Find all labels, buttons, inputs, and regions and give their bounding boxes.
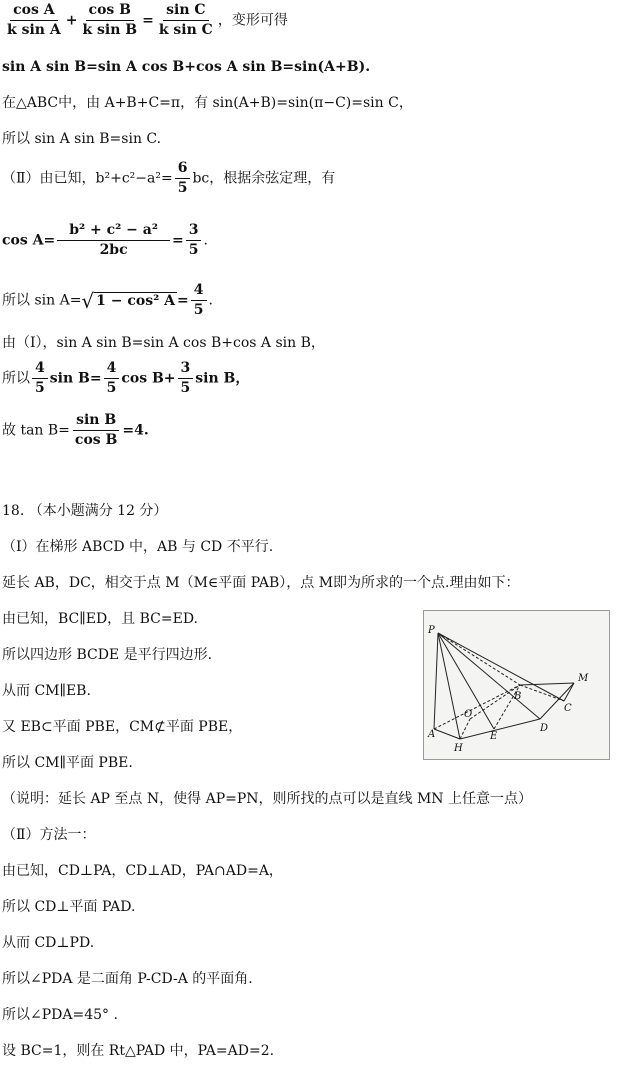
text-line-5: （Ⅱ）由已知，b²+c²−a²= $\frac{6}{5}$ bc，根据余弦定理，有 — [2, 160, 336, 196]
label-D: D — [540, 723, 549, 734]
text-line: 由已知，CD⊥PA，CD⊥AD，PA∩AD=A， — [2, 863, 283, 879]
label-P: P — [428, 625, 435, 636]
eq-line-2: sin A sin B=sin A cos B+cos A sin B=sin(A+B). — [2, 59, 371, 75]
text-line: 所以四边形 BCDE 是平行四边形. — [2, 647, 213, 663]
eq-line-1: $\frac{\text{cos A}}{\text{k sin A}}$ + $\frac{\text{cos B}}{\text{k sin B}}$ = $\frac{\text{sin C}}{\text{k sin C}}$ ，变形可得 — [2, 2, 288, 39]
fraction: $\frac{6}{5}$ — [175, 160, 191, 197]
fraction: $\frac{\text{sin B}}{\text{cos B}}$ — [74, 412, 118, 448]
text-line: 所以 CD⊥平面 PAD. — [2, 899, 136, 915]
eq-line-9: 所以 $\frac{4}{5}$ sin B= $\frac{4}{5}$ cos B+ $\frac{3}{5}$ sin B， — [2, 360, 250, 396]
text-line: 由已知，BC∥ED，且 BC=ED. — [2, 611, 199, 627]
geometry-figure — [423, 610, 610, 760]
text-line: 延长 AB，DC，相交于点 M（M∈平面 PAB），点 M即为所求的一个点.理由如下： — [2, 575, 520, 591]
label-A: A — [428, 729, 436, 740]
text-line-8: 由（Ⅰ），sin A sin B=sin A cos B+cos A sin B， — [2, 335, 325, 351]
text-line-4: 所以 sin A sin B=sin C. — [2, 131, 162, 147]
eq-line-6: cos A= $\frac{\text{b² + c² − a²}}{2bc}$ = $\frac{3}{5}$ . — [2, 222, 208, 258]
pyramid-diagram — [424, 611, 609, 759]
text-line: （说明：延长 AP 至点 N，使得 AP=PN，则所找的点可以是直线 MN 上任意一点） — [2, 791, 532, 807]
label-H: H — [454, 743, 463, 754]
label-B: B — [514, 691, 522, 702]
text-line: （Ⅰ）在梯形 ABCD 中，AB 与 CD 不平行. — [2, 539, 274, 555]
text-line: 从而 CM∥EB. — [2, 683, 91, 699]
text-line: 设 BC=1，则在 Rt△PAD 中，PA=AD=2. — [2, 1043, 275, 1059]
text-line-3: 在△ABC中，由 A+B+C=π，有 sin(A+B)=sin(π−C)=sin C， — [2, 95, 413, 111]
text-line: 所以∠PDA=45° . — [2, 1007, 118, 1023]
fraction: $\frac{\text{sin C}}{\text{k sin C}}$ — [158, 2, 213, 38]
text-line: 所以 CM∥平面 PBE. — [2, 755, 133, 771]
label-O: O — [464, 709, 473, 720]
eq-line-7: 所以 sin A=√ 1 − cos² A = $\frac{4}{5}$ . — [2, 282, 213, 318]
fraction: $\frac{4}{5}$ — [104, 360, 120, 397]
question-18-heading: 18. （本小题满分 12 分） — [2, 503, 168, 519]
text-line: 所以∠PDA 是二面角 P-CD-A 的平面角. — [2, 971, 253, 987]
fraction: $\frac{\text{b² + c² − a²}}{2bc}$ — [57, 222, 170, 259]
eq-line-10: 故 tan B= $\frac{\text{sin B}}{\text{cos B}}$ =4. — [2, 412, 149, 448]
text-line: （Ⅱ）方法一： — [2, 827, 96, 843]
text-line: 从而 CD⊥PD. — [2, 935, 95, 951]
label-M: M — [578, 673, 589, 684]
sqrt: √ 1 − cos² A — [81, 288, 176, 313]
label-C: C — [564, 703, 572, 714]
fraction: $\frac{\text{cos B}}{\text{k sin B}}$ — [82, 2, 138, 38]
fraction: $\frac{4}{5}$ — [191, 282, 207, 319]
fraction: $\frac{3}{5}$ — [186, 222, 202, 259]
text-line: 又 EB⊂平面 PBE，CM⊄平面 PBE， — [2, 719, 243, 735]
fraction: $\frac{3}{5}$ — [178, 360, 194, 397]
fraction: $\frac{\text{cos A}}{\text{k sin A}}$ — [7, 2, 61, 38]
label-E: E — [490, 731, 498, 742]
fraction: $\frac{4}{5}$ — [32, 360, 48, 397]
